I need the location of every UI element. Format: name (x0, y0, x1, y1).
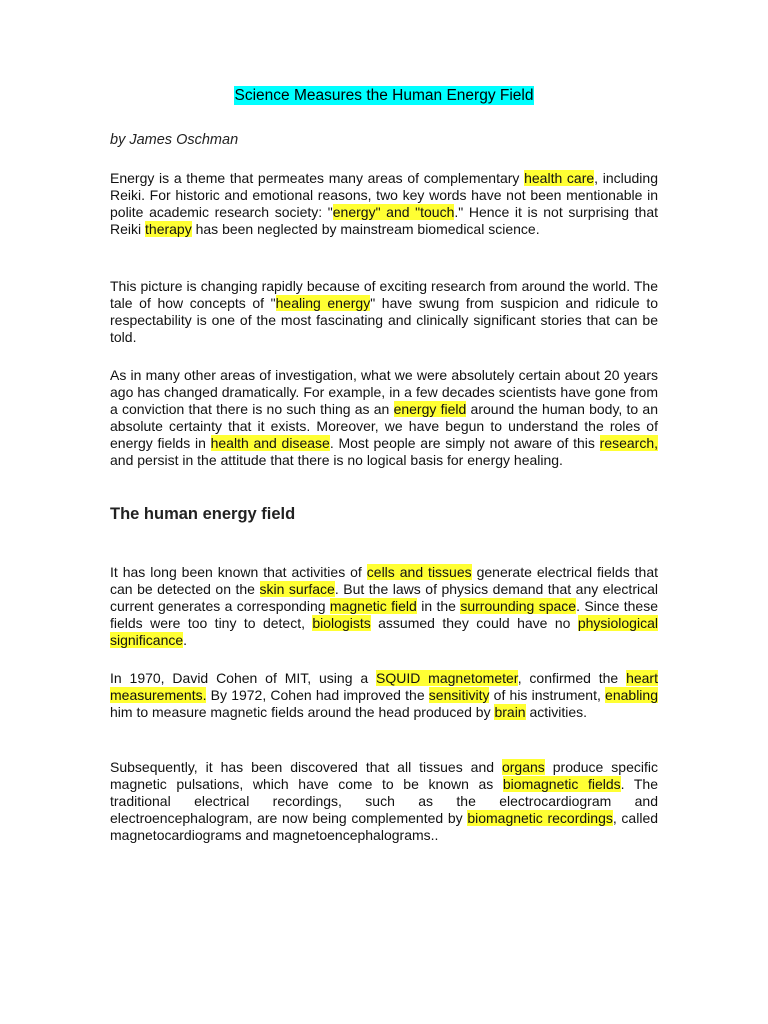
author-byline: by James Oschman (110, 132, 239, 148)
paragraph-text: This picture is changing rapidly because of exciting research from around the world. The tale of how concepts of " (110, 278, 658, 311)
highlighted-text: organs (501, 759, 545, 775)
paragraph-text: . (183, 632, 188, 648)
highlighted-text: brain (494, 704, 526, 720)
paragraph-2 (110, 278, 658, 346)
highlighted-text: magnetic field (329, 598, 417, 614)
highlighted-text: heart measurements. (110, 670, 658, 703)
paragraph-text: , including Reiki. For historic and emotional reasons, two key words have not been mentionable in polite academic research society: " (110, 170, 658, 220)
highlighted-text: biomagnetic recordings (467, 810, 613, 826)
paragraph-text: . But the laws of physics demand that any electrical current generates a corresponding (110, 581, 658, 614)
highlighted-text: enabling (605, 687, 658, 703)
paragraph-text: . Since these fields were too tiny to detect, (110, 598, 659, 631)
paragraph-text: , called magnetocardiograms and magnetoencephalograms.. (110, 810, 659, 843)
title-container (0, 86, 768, 105)
document-title: Science Measures the Human Energy Field (234, 87, 534, 104)
highlighted-text: surrounding space (460, 598, 577, 614)
paragraph-text: ." Hence it is not surprising that Reiki (110, 204, 658, 237)
highlighted-text: sensitivity (428, 687, 490, 703)
paragraph-text: assumed they could have no (370, 615, 578, 631)
section-heading: The human energy field (110, 505, 296, 523)
highlighted-text: biologists (312, 615, 371, 631)
paragraph-text: has been neglected by mainstream biomedical science. (191, 221, 540, 237)
paragraph-text: . The traditional electrical recordings, such as the electrocardiogram and electroencephalogram, are now being complemented by (110, 776, 659, 826)
paragraph-text: him to measure magnetic fields around the head produced by (110, 704, 495, 720)
highlighted-text: energy field (393, 401, 467, 417)
paragraph-text: " have swung from suspicion and ridicule to respectability is one of the most fascinating and clinically significant stories that can be told. (110, 295, 659, 345)
paragraph-3 (110, 367, 658, 469)
paragraph-1 (110, 170, 658, 238)
paragraph-text: Subsequently, it has been discovered that all tissues and (110, 759, 502, 775)
highlighted-text: health and disease (210, 435, 330, 451)
paragraph-text: of his instrument, (489, 687, 606, 703)
highlighted-text: therapy (145, 221, 192, 237)
highlighted-text: energy" and "touch (332, 204, 455, 220)
paragraph-text: and persist in the attitude that there is no logical basis for energy healing. (110, 452, 563, 468)
paragraph-text: It has long been known that activities of (110, 564, 367, 580)
paragraph-text: generate electrical fields that can be detected on the (110, 564, 659, 597)
paragraph-text: Energy is a theme that permeates many areas of complementary (110, 170, 525, 186)
highlighted-text: SQUID magnetometer (375, 670, 518, 686)
highlighted-text: health care (524, 170, 595, 186)
paragraph-4 (110, 564, 658, 649)
paragraph-text: . Most people are simply not aware of this (329, 435, 600, 451)
highlighted-text: physiological significance (110, 615, 658, 648)
paragraph-text: activities. (525, 704, 588, 720)
highlighted-text: biomagnetic fields (502, 776, 621, 792)
highlighted-text: skin surface (259, 581, 335, 597)
paragraph-5 (110, 670, 658, 721)
paragraph-text: In 1970, David Cohen of MIT, using a (110, 670, 376, 686)
paragraph-6 (110, 759, 658, 844)
paragraph-text: By 1972, Cohen had improved the (206, 687, 429, 703)
highlighted-text: healing energy (275, 295, 371, 311)
paragraph-text: As in many other areas of investigation, what we were absolutely certain about 20 years ago has changed dramatically. For example, in a few decades scientists have gone from a conviction that there is no such thing as an (110, 367, 658, 417)
highlighted-text: cells and tissues (366, 564, 472, 580)
paragraph-text: , confirmed the (517, 670, 627, 686)
highlighted-text: research, (599, 435, 659, 451)
paragraph-text: in the (416, 598, 461, 614)
paragraph-text: around the human body, to an absolute certainty that it exists. Moreover, we have begun to understand the roles of energy fields in (110, 401, 659, 451)
paragraph-text: produce specific magnetic pulsations, which have come to be known as (110, 759, 658, 792)
